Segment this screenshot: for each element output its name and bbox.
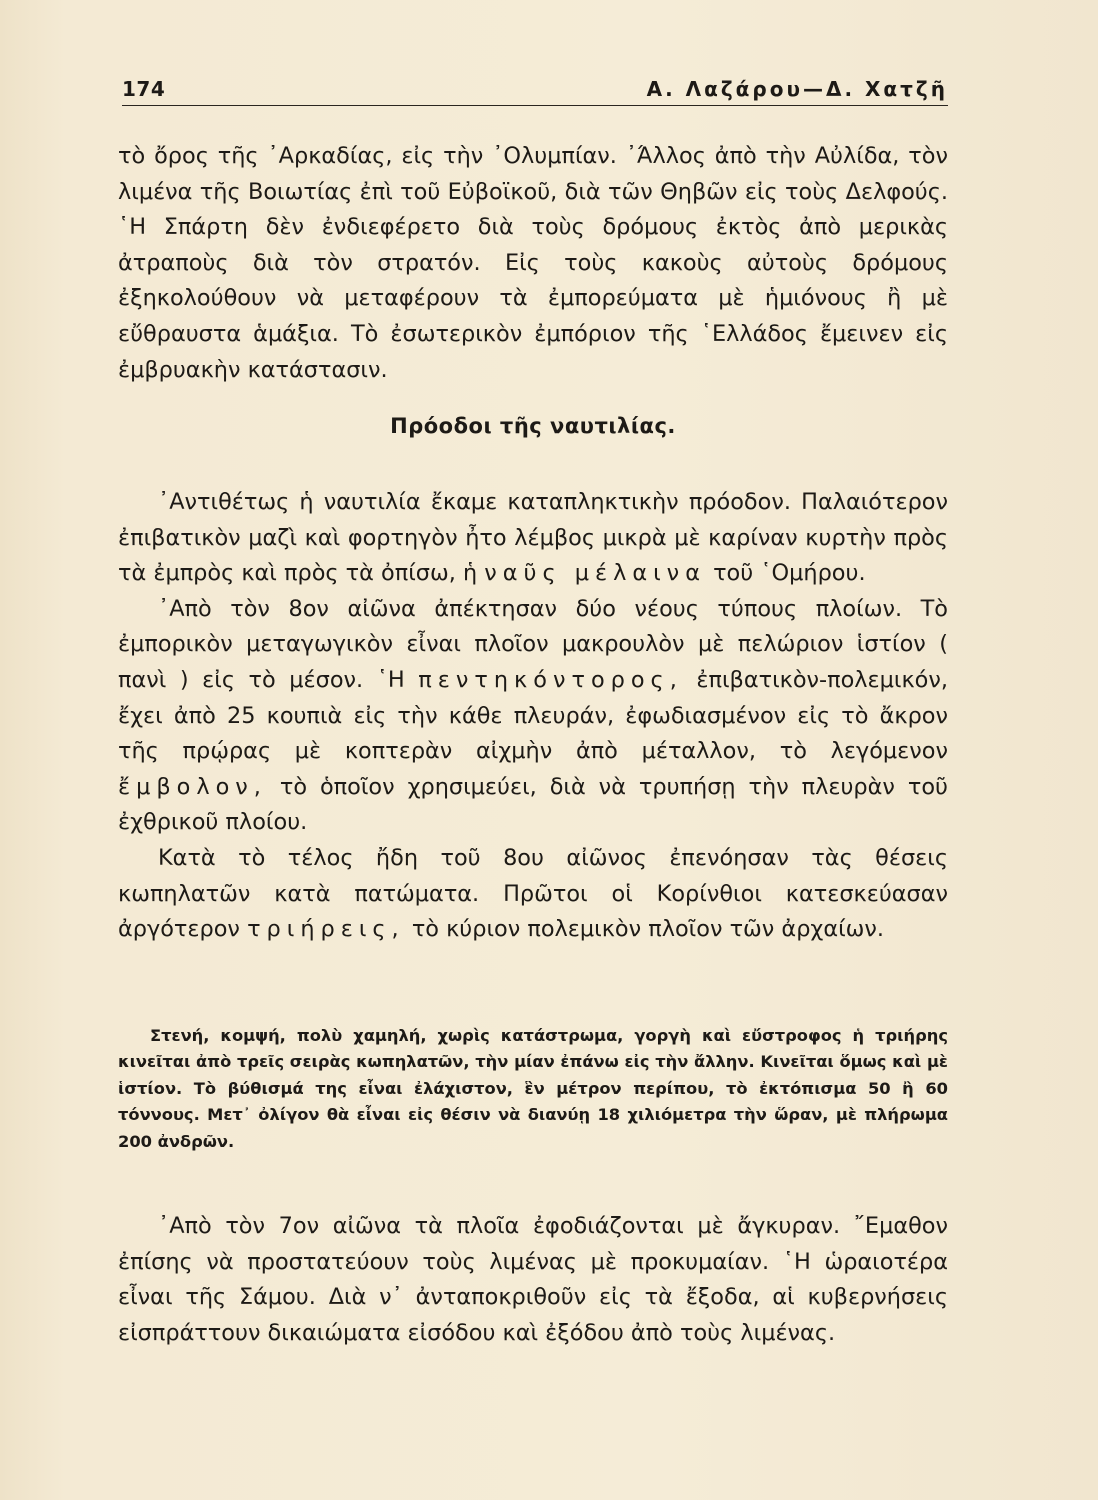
header-authors: Α. Λαζάρου—Δ. Χατζῆ bbox=[646, 77, 948, 101]
paragraph-text: τὸ κύριον πολεμικὸν πλοῖον τῶν ἀρχαίων. bbox=[411, 916, 885, 943]
paragraph-roads bbox=[118, 139, 948, 388]
page-number: 174 bbox=[122, 77, 166, 101]
note-text: Στενή, κομψή, πολὺ χαμηλή, χωρὶς κατάστρωμα, γοργὴ καὶ εὔστροφος ἡ τριήρης κινεῖται ἀπὸ τρεῖς σειρὰς κωπηλατῶν, τὴν μίαν ἐπάνω εἰς τὴν ἄλλην. Κινεῖται ὅμως καὶ μὲ ἱστίον. Τὸ βύθισμά της εἶναι ἐλάχιστον, ἓν μέτρον περίπου, τὸ ἐκτόπισμα 50 ἢ 60 τόννους. Μετ᾿ ὀλίγον θὰ εἶναι εἰς θέσιν νὰ διανύῃ 18 χιλιόμετρα τὴν ὥραν, μὲ πλήρωμα 200 ἀνδρῶν. bbox=[118, 1026, 948, 1151]
running-header bbox=[122, 73, 948, 106]
paragraph-text: Κατὰ τὸ τέλος ἤδη τοῦ 8ου αἰῶνος ἐπενόησαν τὰς θέσεις κωπηλατῶν κατὰ πατώματα. Πρῶτοι οἱ Κορίνθιοι κατεσκεύασαν ἀργότερον bbox=[118, 844, 948, 943]
paragraph-nautilia bbox=[118, 485, 948, 592]
paragraph-8th-century bbox=[118, 592, 948, 841]
paragraph-text: ἐπιβατικὸν-πολεμικόν, ἔχει ἀπὸ 25 κουπιὰ εἰς τὴν κάθε πλευράν, ἐφωδιασμένον εἰς τὸ ἄκρον τῆς πρῴρας μὲ κοπτερὰν αἰχμὴν ἀπὸ μέταλλον, τὸ λεγόμενον bbox=[118, 666, 948, 765]
paragraph-text: ᾿Αντιθέτως ἡ ναυτιλία ἔκαμε καταπληκτικὴν πρόοδον. Παλαιότερον ἐπιβατικὸν μαζὶ καὶ φορτηγὸν ἦτο λέμβος μικρὰ μὲ καρίναν κυρτὴν πρὸς τὰ ἐμπρὸς καὶ πρὸς τὰ ὀπίσω, ἡ bbox=[118, 489, 948, 587]
paragraph-text: ᾿Απὸ τὸν 8ον αἰῶνα ἀπέκτησαν δύο νέους τύπους πλοίων. Τὸ ἐμπορικὸν μεταγωγικὸν εἶναι πλοῖον μακρουλὸν μὲ πελώριον ἱστίον ( πανὶ ) εἰς τὸ μέσον. ῾Η bbox=[118, 595, 948, 693]
emphasis-spaced: πεντηκόντορος, bbox=[418, 666, 683, 693]
small-print-note bbox=[118, 1023, 948, 1155]
paragraph-text: τοῦ ῾Ομήρου. bbox=[713, 560, 866, 587]
section-heading: Πρόοδοι τῆς ναυτιλίας. bbox=[390, 414, 676, 438]
paragraph-text: τὸ ὁποῖον χρησιμεύει, διὰ νὰ τρυπήσῃ τὴν πλευρὰν τοῦ ἐχθρικοῦ πλοίου. bbox=[118, 773, 948, 836]
paragraphs-navigation bbox=[118, 485, 948, 948]
paragraph-7th-century bbox=[118, 1209, 948, 1351]
emphasis-spaced: τριήρεις, bbox=[247, 916, 405, 943]
paragraph-text: τὸ ὄρος τῆς ᾿Αρκαδίας, εἰς τὴν ᾿Ολυμπίαν. ᾿Άλλος ἀπὸ τὴν Αὐλίδα, τὸν λιμένα τῆς Βοιωτίας ἐπὶ τοῦ Εὐβοϊκοῦ, διὰ τῶν Θηβῶν εἰς τοὺς Δελφούς. ῾Η Σπάρτη δὲν ἐνδιεφέρετο διὰ τοὺς δρόμους ἐκτὸς ἀπὸ μερικὰς ἀτραποὺς διὰ τὸν στρατόν. Εἰς τοὺς κακοὺς αὐτοὺς δρόμους ἐξηκολούθουν νὰ μεταφέρουν τὰ ἐμπορεύματα μὲ ἡμιόνους ἢ μὲ εὔθραυστα ἁμάξια. Τὸ ἐσωτερικὸν ἐμπόριον τῆς ῾Ελλάδος ἔμεινεν εἰς ἐμβρυακὴν κατάστασιν. bbox=[118, 143, 948, 383]
emphasis-spaced: ἔμβολον, bbox=[118, 773, 267, 800]
paragraph-text: ᾿Απὸ τὸν 7ον αἰῶνα τὰ πλοῖα ἐφοδιάζονται μὲ ἄγκυραν. ῎Εμαθον ἐπίσης νὰ προστατεύουν τοὺς λιμένας μὲ προκυμαίαν. ῾Η ὡραιοτέρα εἶναι τῆς Σάμου. Διὰ ν᾿ ἀνταποκριθοῦν εἰς τὰ ἔξοδα, αἱ κυβερνήσεις εἰσπράττουν δικαιώματα εἰσόδου καὶ ἐξόδου ἀπὸ τοὺς λιμένας. bbox=[118, 1213, 948, 1346]
paragraph-end-8th-century bbox=[118, 841, 948, 948]
emphasis-spaced: ναῦς μέλαινα bbox=[484, 560, 706, 587]
